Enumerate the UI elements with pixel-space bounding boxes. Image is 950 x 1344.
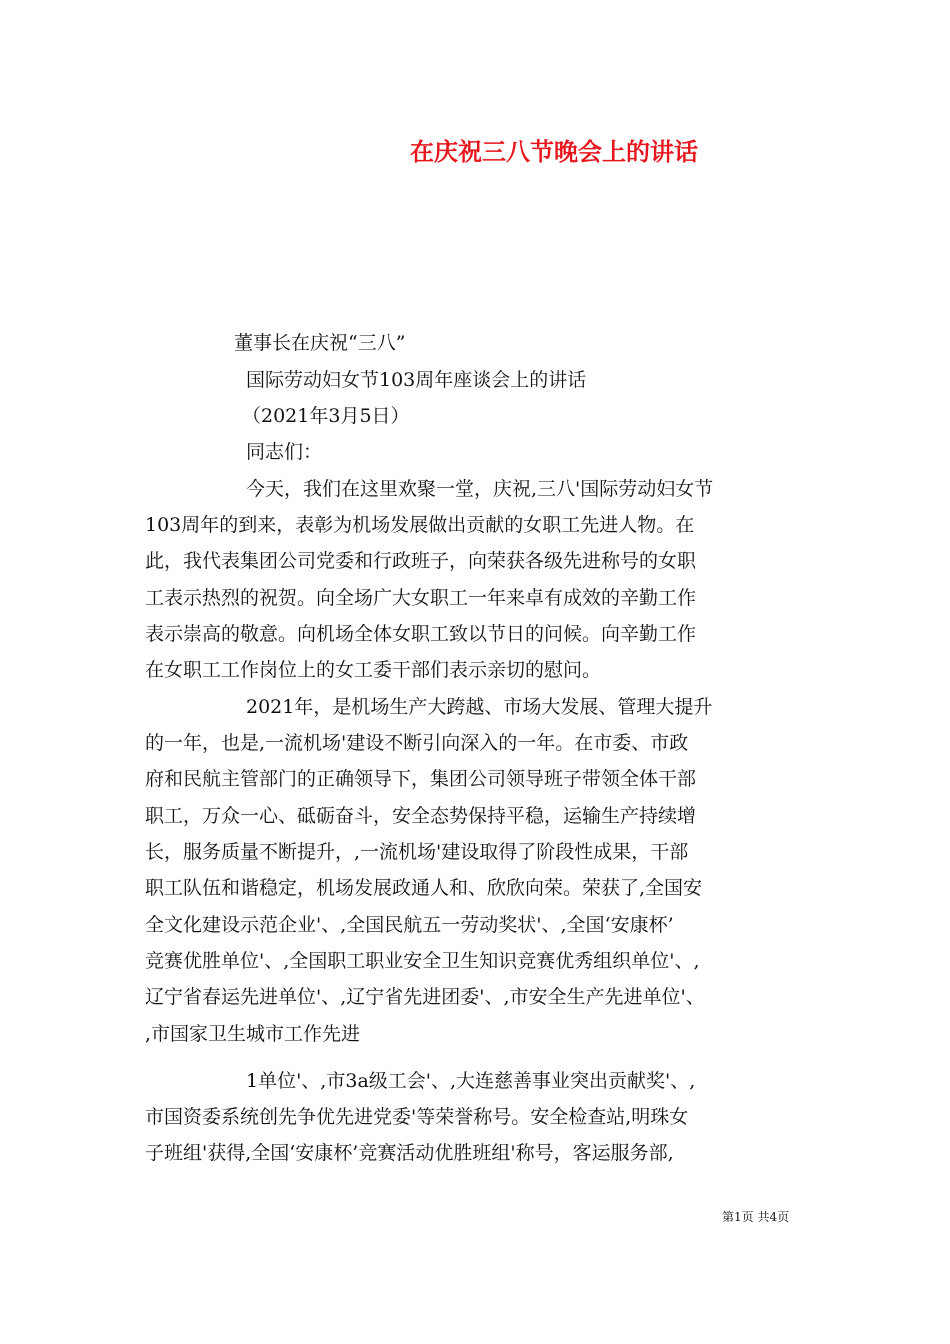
body-line: 辽宁省春运先进单位'、,辽宁省先进团委'、,市安全生产先进单位'、 bbox=[145, 986, 705, 1008]
body-line: 全文化建设示范企业'、,全国民航五一劳动奖状'、,全国‘安康杯’ bbox=[145, 914, 674, 936]
body-line: 长，服务质量不断提升，,一流机场'建设取得了阶段性成果，干部 bbox=[145, 841, 689, 863]
body-line: 103周年的到来，表彰为机场发展做出贡献的女职工先进人物。在 bbox=[145, 514, 695, 536]
header-line-2: 国际劳动妇女节103周年座谈会上的讲话 bbox=[246, 369, 587, 391]
body-line: 表示崇高的敬意。向机场全体女职工致以节日的问候。向辛勤工作 bbox=[145, 623, 697, 645]
body-line: 市国资委系统创先争优先进党委'等荣誉称号。安全检查站,明珠女 bbox=[145, 1106, 689, 1128]
body-line: ,市国家卫生城市工作先进 bbox=[145, 1023, 361, 1045]
page-number: 第1页 共4页 bbox=[722, 1210, 790, 1224]
body-line: 职工，万众一心、砥砺奋斗，安全态势保持平稳，运输生产持续增 bbox=[145, 805, 697, 827]
body-line: 今天，我们在这里欢聚一堂，庆祝,三八'国际劳动妇女节 bbox=[246, 478, 714, 500]
header-line-3: （2021年3月5日） bbox=[242, 405, 410, 427]
salutation: 同志们： bbox=[246, 441, 323, 463]
body-line: 职工队伍和谐稳定，机场发展政通人和、欣欣向荣。荣获了,全国安 bbox=[145, 877, 703, 899]
body-line: 子班组'获得,全国‘安康杯’竞赛活动优胜班组'称号，客运服务部, bbox=[145, 1142, 674, 1164]
body-line: 此，我代表集团公司党委和行政班子，向荣获各级先进称号的女职 bbox=[145, 550, 697, 572]
document-title: 在庆祝三八节晚会上的讲话 bbox=[410, 137, 698, 166]
body-line: 2021年，是机场生产大跨越、市场大发展、管理大提升 bbox=[246, 696, 713, 718]
body-line: 府和民航主管部门的正确领导下，集团公司领导班子带领全体干部 bbox=[145, 768, 697, 790]
header-line-1: 董事长在庆祝“三八” bbox=[234, 332, 406, 354]
body-line: 的一年，也是,一流机场'建设不断引向深入的一年。在市委、市政 bbox=[145, 732, 689, 754]
body-line: 工表示热烈的祝贺。向全场广大女职工一年来卓有成效的辛勤工作 bbox=[145, 587, 697, 609]
body-line: 在女职工工作岗位上的女工委干部们表示亲切的慰问。 bbox=[145, 659, 602, 681]
body-line: 1单位'、,市3a级工会'、,大连慈善事业突出贡献奖'、, bbox=[246, 1070, 696, 1092]
body-line: 竞赛优胜单位'、,全国职工职业安全卫生知识竞赛优秀组织单位'、, bbox=[145, 950, 700, 972]
